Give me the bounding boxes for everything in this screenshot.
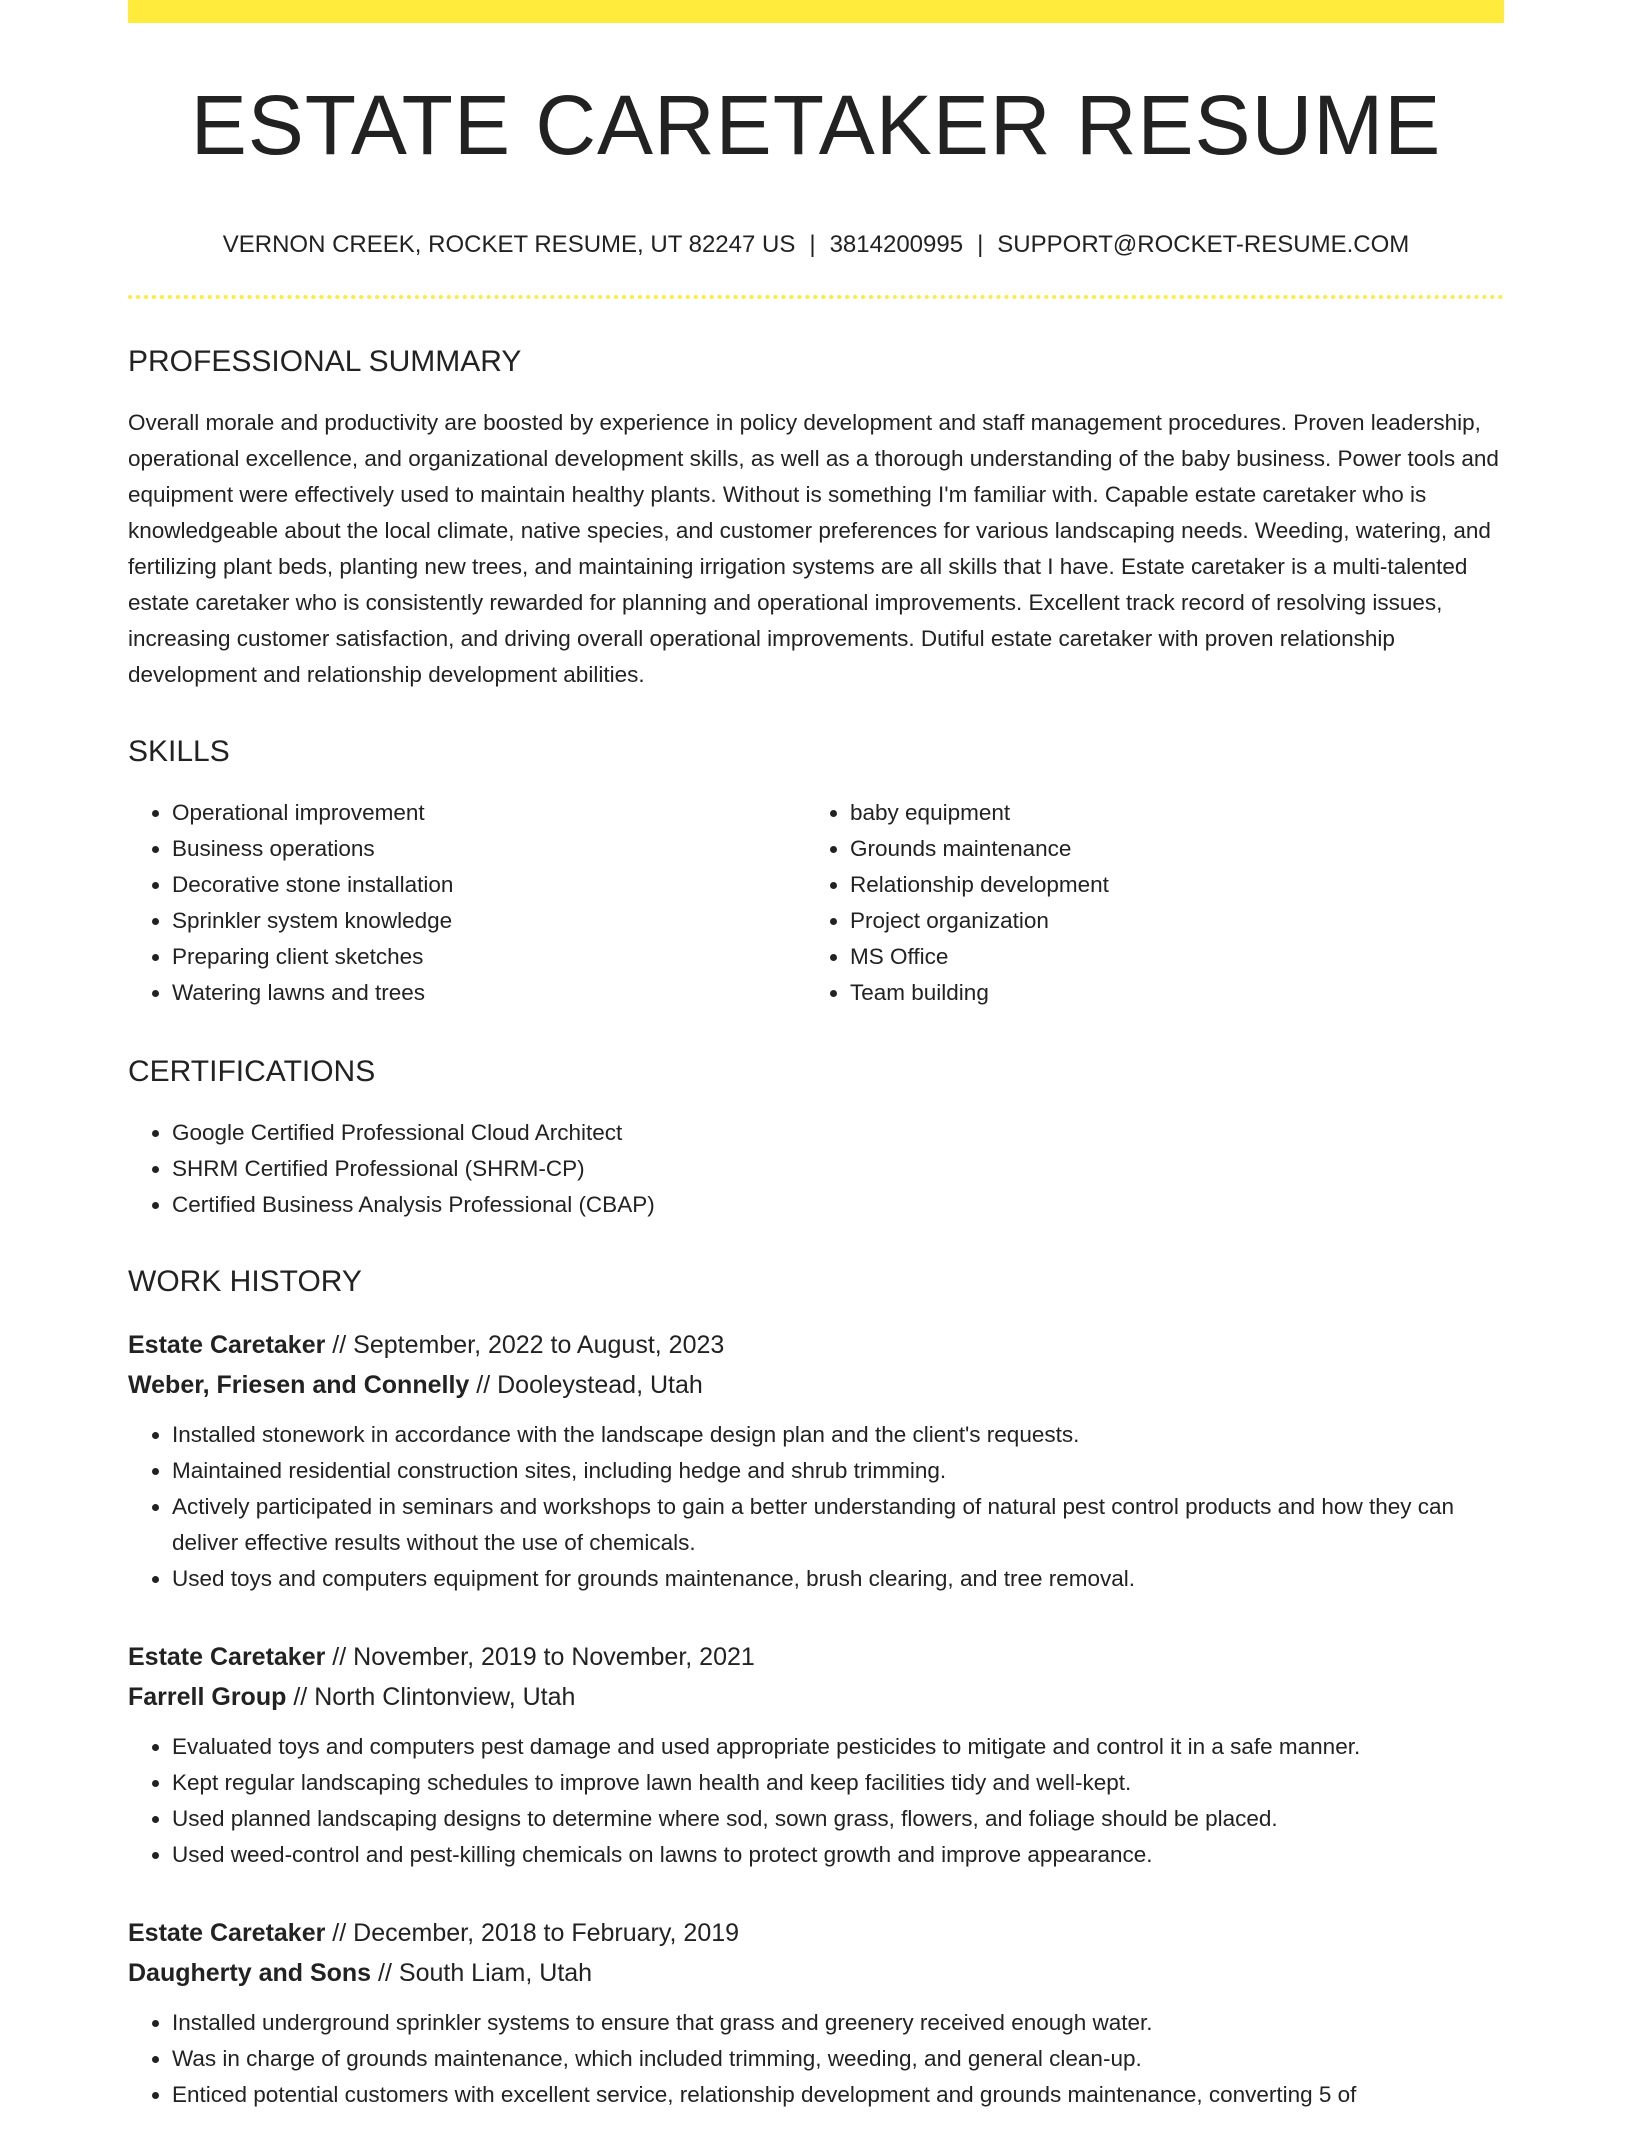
- job-title-line: [128, 1637, 1504, 1677]
- contact-address: VERNON CREEK, ROCKET RESUME, UT 82247 US: [222, 231, 796, 258]
- jobs-container: [128, 1325, 1504, 2113]
- job-company: Daugherty and Sons: [128, 1959, 372, 1987]
- dotted-divider: [128, 295, 1504, 299]
- skills-heading: SKILLS: [128, 735, 230, 768]
- contact-separator: |: [809, 231, 816, 258]
- job-entry: [128, 1637, 1504, 1873]
- job-location: North Clintonview, Utah: [314, 1683, 576, 1711]
- job-location: Dooleystead, Utah: [497, 1371, 703, 1399]
- job-dates: September, 2022 to August, 2023: [353, 1331, 725, 1359]
- skills-list-right: [806, 795, 1484, 1011]
- list-item: • Grounds maintenance: [850, 831, 1484, 867]
- job-company-line: [128, 1677, 1504, 1717]
- job-title: Estate Caretaker: [128, 1331, 326, 1359]
- job-company-line: [128, 1365, 1504, 1405]
- contact-line: [128, 233, 1504, 257]
- job-bullets: [128, 1729, 1504, 1873]
- list-item: • Project organization: [850, 903, 1484, 939]
- job-title-line: [128, 1913, 1504, 1953]
- list-item: • Used weed-control and pest-killing chemicals on lawns to protect growth and improve appearance.: [172, 1837, 1504, 1873]
- list-item: • Was in charge of grounds maintenance, which included trimming, weeding, and general clean-up.: [172, 2041, 1504, 2077]
- work-history-section: [128, 1267, 1504, 2113]
- job-separator: //: [476, 1371, 491, 1399]
- list-item: • Used toys and computers equipment for grounds maintenance, brush clearing, and tree removal.: [172, 1561, 1504, 1597]
- list-item: • SHRM Certified Professional (SHRM-CP): [172, 1151, 1504, 1187]
- certifications-heading: CERTIFICATIONS: [128, 1055, 376, 1088]
- job-separator: //: [332, 1643, 347, 1671]
- list-item: • Maintained residential construction sites, including hedge and shrub trimming.: [172, 1453, 1504, 1489]
- job-bullets: [128, 1417, 1504, 1597]
- job-separator: //: [332, 1331, 347, 1359]
- top-accent-bar: [128, 0, 1504, 23]
- job-separator: //: [378, 1959, 392, 1987]
- job-dates: November, 2019 to November, 2021: [353, 1643, 755, 1671]
- summary-section: [128, 347, 1504, 693]
- job-company: Weber, Friesen and Connelly: [128, 1371, 470, 1399]
- list-item: • Installed underground sprinkler systems to ensure that grass and greenery received enough water.: [172, 2005, 1504, 2041]
- contact-phone: 3814200995: [829, 231, 964, 258]
- list-item: • Relationship development: [850, 867, 1484, 903]
- certifications-list: [128, 1115, 1504, 1223]
- skills-list-left: [128, 795, 806, 1011]
- job-company: Farrell Group: [128, 1683, 287, 1711]
- contact-email: SUPPORT@ROCKET-RESUME.COM: [997, 231, 1410, 258]
- job-entry: [128, 1913, 1504, 2113]
- job-title-line: [128, 1325, 1504, 1365]
- job-title: Estate Caretaker: [128, 1643, 326, 1671]
- list-item: • Enticed potential customers with excellent service, relationship development and grounds maintenance, converting 5 of: [172, 2077, 1504, 2113]
- list-item: • Team building: [850, 975, 1484, 1011]
- list-item: • Used planned landscaping designs to determine where sod, sown grass, flowers, and foliage should be placed.: [172, 1801, 1504, 1837]
- list-item: • Sprinkler system knowledge: [172, 903, 806, 939]
- list-item: • Business operations: [172, 831, 806, 867]
- contact-separator: |: [977, 231, 984, 258]
- skills-section: [128, 737, 1504, 1011]
- list-item: • Operational improvement: [172, 795, 806, 831]
- skills-column-right: [806, 795, 1484, 1011]
- list-item: • Preparing client sketches: [172, 939, 806, 975]
- certifications-section: [128, 1057, 1504, 1223]
- summary-text: Overall morale and productivity are boosted by experience in policy development and staff management procedures. Proven leadership, operational excellence, and organizational development skills, as well as a thorough understanding of the baby business. Power tools and equipment were effectively used to maintain healthy plants. Without is something I'm familiar with. Capable estate caretaker who is knowledgeable about the local climate, native species, and customer preferences for various landscaping needs. Weeding, watering, and fertilizing plant beds, planting new trees, and maintaining irrigation systems are all skills that I have. Estate caretaker is a multi-talented estate caretaker who is consistently rewarded for planning and operational improvements. Excellent track record of resolving issues, increasing customer satisfaction, and driving overall operational improvements. Dutiful estate caretaker with proven relationship development and relationship development abilities.: [128, 410, 1499, 687]
- resume-page: [128, 0, 1504, 2153]
- job-entry: [128, 1325, 1504, 1597]
- list-item: • Kept regular landscaping schedules to improve lawn health and keep facilities tidy and well-kept.: [172, 1765, 1504, 1801]
- skills-column-left: [128, 795, 806, 1011]
- list-item: • Evaluated toys and computers pest damage and used appropriate pesticides to mitigate and control it in a safe manner.: [172, 1729, 1504, 1765]
- list-item: • Installed stonework in accordance with the landscape design plan and the client's requests.: [172, 1417, 1504, 1453]
- skills-grid: [128, 795, 1504, 1011]
- job-location: South Liam, Utah: [398, 1959, 593, 1987]
- list-item: • MS Office: [850, 939, 1484, 975]
- job-separator: //: [332, 1919, 347, 1947]
- resume-title: ESTATE CARETAKER RESUME: [190, 78, 1442, 172]
- job-bullets: [128, 2005, 1504, 2113]
- list-item: • baby equipment: [850, 795, 1484, 831]
- job-company-line: [128, 1953, 1504, 1993]
- job-separator: //: [293, 1683, 308, 1711]
- list-item: • Actively participated in seminars and workshops to gain a better understanding of natural pest control products and how they can deliver effective results without the use of chemicals.: [172, 1489, 1504, 1561]
- job-title: Estate Caretaker: [128, 1919, 326, 1947]
- summary-heading: PROFESSIONAL SUMMARY: [128, 345, 522, 378]
- list-item: • Watering lawns and trees: [172, 975, 806, 1011]
- list-item: • Certified Business Analysis Professional (CBAP): [172, 1187, 1504, 1223]
- work-history-heading: WORK HISTORY: [128, 1265, 362, 1298]
- job-dates: December, 2018 to February, 2019: [353, 1919, 740, 1947]
- list-item: • Google Certified Professional Cloud Architect: [172, 1115, 1504, 1151]
- list-item: • Decorative stone installation: [172, 867, 806, 903]
